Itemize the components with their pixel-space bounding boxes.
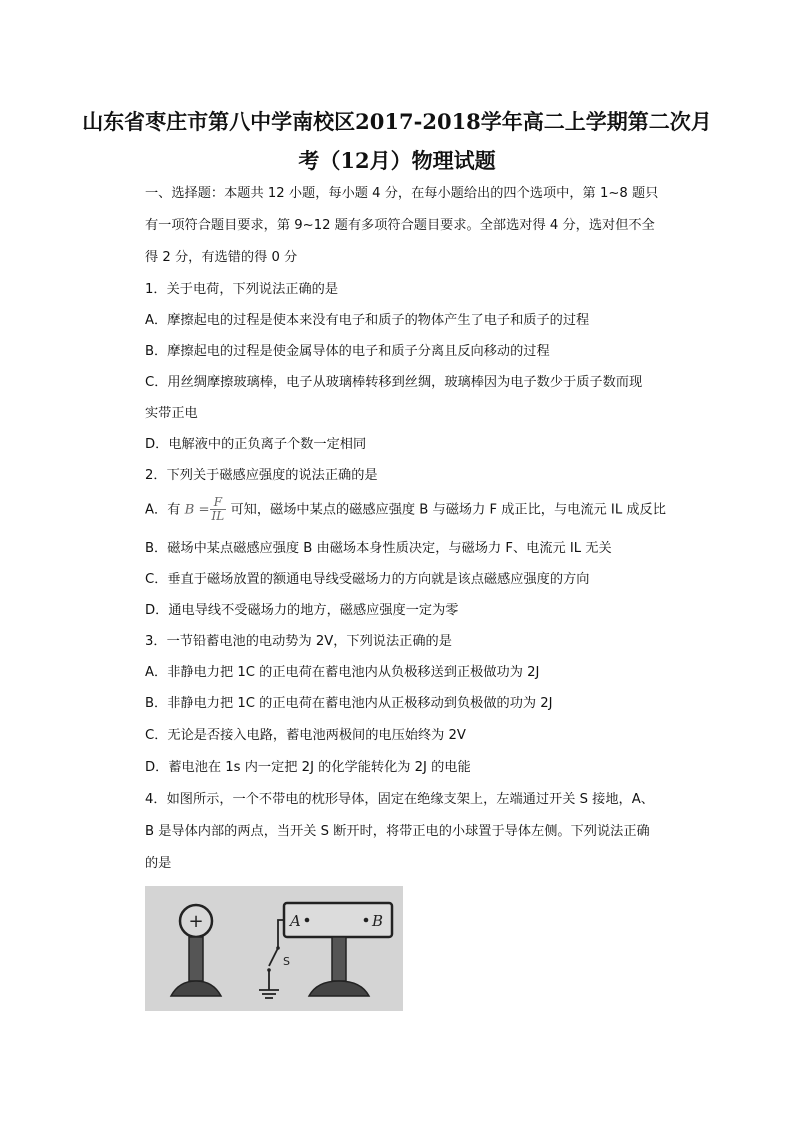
question-1-option-a: A．摩擦起电的过程是使本来没有电子和质子的物体产生了电子和质子的过程 <box>145 313 590 328</box>
page-title-line-2: 考（12月）物理试题 <box>298 148 496 173</box>
formula-fraction <box>210 496 227 523</box>
section-instructions-line-1: 一、选择题：本题共 12 小题，每小题 4 分，在每小题给出的四个选项中，第 1~8 题只 <box>145 186 659 201</box>
plus-sign: + <box>188 911 204 932</box>
point-a-dot <box>305 918 310 923</box>
question-3-stem: 3．一节铅蓄电池的电动势为 2V，下列说法正确的是 <box>145 634 452 649</box>
option-a-text: 可知，磁场中某点的磁感应强度 B 与磁场力 F 成正比，与电流元 IL 成反比 <box>230 502 666 518</box>
question-4-stem-line-3: 的是 <box>145 856 172 871</box>
question-2-option-b: B．磁场中某点磁感应强度 B 由磁场本身性质决定，与磁场力 F、电流元 IL 无关 <box>145 541 612 556</box>
question-1-option-c-continued: 实带正电 <box>145 406 198 421</box>
question-1-option-d: D．电解液中的正负离子个数一定相同 <box>145 437 367 452</box>
switch-contact-top <box>276 946 280 950</box>
question-2-stem: 2．下列关于磁感应强度的说法正确的是 <box>145 468 378 483</box>
question-4-stem-line-2: B 是导体内部的两点，当开关 S 断开时，将带正电的小球置于导体左侧。下列说法正确 <box>145 824 650 839</box>
ball-stand-post <box>189 937 203 981</box>
question-2-option-c: C．垂直于磁场放置的额通电导线受磁场力的方向就是该点磁感应强度的方向 <box>145 572 590 587</box>
question-1-option-c: C．用丝绸摩擦玻璃棒，电子从玻璃棒转移到丝绸，玻璃棒因为电子数少于质子数而现 <box>145 375 643 390</box>
conductor-stand-post <box>332 937 346 981</box>
point-b-label: B <box>372 912 384 930</box>
question-3-option-b: B．非静电力把 1C 的正电荷在蓄电池内从正极移动到负极做的功为 2J <box>145 696 553 711</box>
question-1-option-b: B．摩擦起电的过程是使金属导体的电子和质子分离且反向移动的过程 <box>145 344 550 359</box>
question-2-option-d: D．通电导线不受磁场力的地方，磁感应强度一定为零 <box>145 603 459 618</box>
formula-numerator: F <box>210 496 227 510</box>
question-2-option-a <box>145 496 666 523</box>
question-4-stem-line-1: 4．如图所示，一个不带电的枕形导体，固定在绝缘支架上，左端通过开关 S 接地，A、 <box>145 792 654 807</box>
switch-label: S <box>283 955 290 968</box>
page-title-line-1: 山东省枣庄市第八中学南校区2017-2018学年高二上学期第二次月 <box>82 109 712 134</box>
question-1-stem: 1．关于电荷，下列说法正确的是 <box>145 282 339 297</box>
formula-denominator: IL <box>211 509 225 523</box>
point-a-label: A <box>290 912 301 930</box>
formula-lhs: B = <box>184 502 210 518</box>
point-b-dot <box>364 918 369 923</box>
question-3-option-c: C．无论是否接入电路，蓄电池两极间的电压始终为 2V <box>145 728 466 743</box>
section-instructions-line-3: 得 2 分，有选错的得 0 分 <box>145 250 298 265</box>
conductor-diagram-svg <box>145 886 403 1011</box>
question-3-option-a: A．非静电力把 1C 的正电荷在蓄电池内从负极移送到正极做功为 2J <box>145 665 540 680</box>
question-3-option-d: D．蓄电池在 1s 内一定把 2J 的化学能转化为 2J 的电能 <box>145 760 471 775</box>
option-a-prefix: A．有 <box>145 502 181 518</box>
section-instructions-line-2: 有一项符合题目要求，第 9~12 题有多项符合题目要求。全部选对得 4 分，选对但不全 <box>145 218 655 233</box>
conductor-diagram <box>145 886 403 1011</box>
